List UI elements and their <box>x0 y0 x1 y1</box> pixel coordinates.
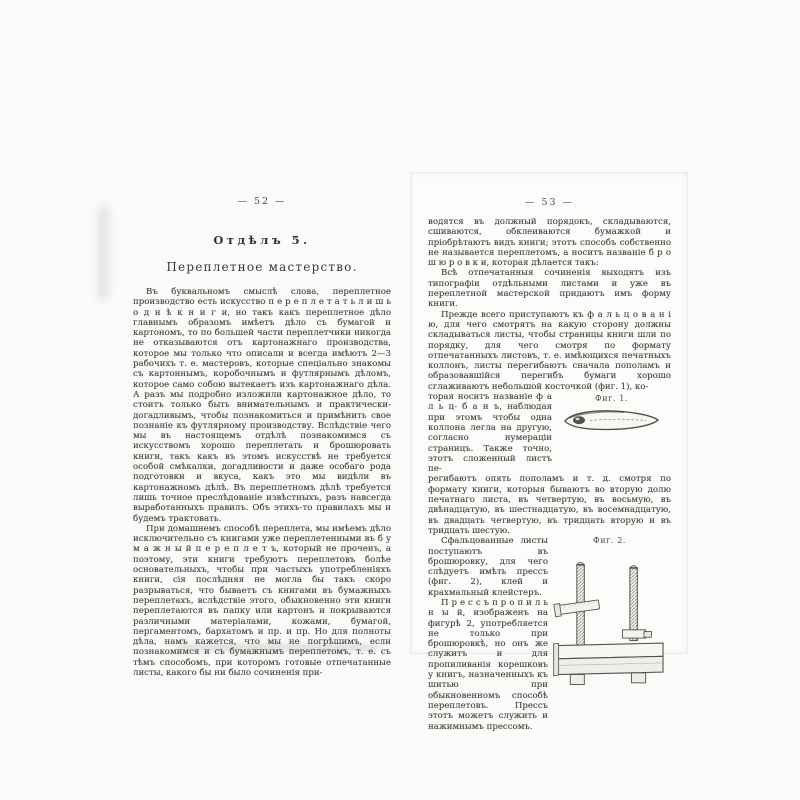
figure2-caption: Фиг. 2. <box>592 536 627 546</box>
paragraph-home-binding: При домашнемъ способѣ переплета, мы имѣемъ дѣло исключительно съ книгами уже переплетенными въ б у м а ж н ы й п е р е п л е т ъ, который не проченъ, а поэтому, эти книги требуютъ переплетовъ болѣе основательныхъ, чтобы при частыхъ употребленіяхъ книги, сія послѣдняя не могла бы такъ скоро разрываться, что бываетъ съ книгами въ бумажныхъ переплетахъ, вслѣдствіе этого, обыкновенно эти книги переплетаются въ папку или картонъ и покрываются различными матеріалами, кожами, бумагой, пергаментомъ, бархатомъ и пр. и пр. Но для полноты дѣла, намъ кажется, что мы не погрѣшимъ, если познакомимся и съ бумажнымъ переплетомъ, т. е. съ тѣмъ способомъ, при которомъ готовые отпечатанные листы, какого бы ни было сочиненія при- <box>133 523 391 678</box>
paragraph-pressing: Сфальцованные листы поступаютъ въ брошюровку, для чего слѣдуетъ имѣть прессъ (фиг. 2), клей и крахмальный клейстеръ. <box>428 536 548 598</box>
figure1 <box>552 392 671 437</box>
paragraph-typography: Всѣ отпечатанныя сочиненія выходятъ изъ типографіи отдѣльными листами и уже въ переплетной мастерской придаютъ имъ форму книги. <box>428 268 671 310</box>
paragraph-press-description: П р е с с ъ п р о п и л ь н ы й, изображенъ на фигурѣ 2, употребляется не только при брошюровкѣ, но онъ же служитъ и для пропиливанія корешковъ у книгъ, назначенныхъ къ шитью при обыкновенномъ способѣ переплетовъ. Прессъ этотъ можетъ служить и нажимнымъ прессомъ. <box>428 597 548 732</box>
chapter-heading: Переплетное мастерство. <box>166 260 358 274</box>
figure1-row <box>428 392 671 474</box>
page-52 <box>133 196 391 678</box>
section-heading: Отдѣлъ 5. <box>213 233 311 247</box>
figure2-text-column <box>428 536 548 732</box>
scan-artifact-left-edge <box>100 205 107 300</box>
page-number-right: — 53 — <box>524 197 575 208</box>
paragraph-folding-after-figure1: регибаютъ опять пополамъ и т. д. смотря по формату книги, которыя бываютъ во вторую долю печатнаго листа, въ четвертую, въ восьмую, въ двѣнадцатую, въ шестнадцатую, въ восемнадцатую, въ двадцать четвертую, въ тридцать вторую и въ тридцать шестую. <box>428 474 671 536</box>
figure2 <box>548 536 671 703</box>
figure1-caption: Фиг. 1. <box>594 394 629 404</box>
page-53 <box>410 172 688 732</box>
sewing-press-figure <box>548 536 671 703</box>
bone-folder-illustration <box>562 407 662 433</box>
press-illustration <box>552 549 668 699</box>
paragraph-folding-beside-figure1: торая носитъ названіе ф а л ь ц- б а н ъ, наблюдая при этомъ чтобы одна коллона легла на другую, согласно нумераціи страницъ. Также точно, этотъ сложенный листъ пе- <box>428 392 552 475</box>
bone-folder-figure <box>552 394 671 437</box>
paragraph-folding: Прежде всего приступаютъ къ ф а л ь ц о в а н і ю, для чего смотрятъ на какую сторону должны складываться листы, чтобы страницы книги шли по порядку, для чего смотря по формату отпечатанныхъ листовъ, т. е. имѣющихся печатныхъ коллонъ, листы перегибаютъ сначала пополамъ и образовавшійся перегибъ бумаги хорошо сглаживаютъ небольшой косточкой (фиг. 1), ко- <box>428 309 671 392</box>
page-number-left: — 52 — <box>237 196 287 207</box>
paragraph-intro: Въ буквальномъ смыслѣ слова, переплетное производство есть искусство п е р е п л е т а т ь л и ш ь о д н ѣ к н и г и, но такъ какъ переплетное дѣло главнымъ образомъ имѣетъ дѣло съ бумагой и картономъ, то по большей части переплетчики никогда не отказываются отъ картонажнаго производства, которое мы только что описали и всегда имѣютъ 2—3 рабочихъ т. е. мастеровъ, которые спеціально знакомы съ картоннымъ, коробочнымъ и футлярнымъ дѣломъ, которое само собою вытекаетъ изъ картонажнаго дѣла. А разъ мы подробно изложили картонажное дѣло, то стоитъ только быть внимательнымъ и практически-догадливымъ, чтобы познакомиться и примѣнить свое познаніе къ футлярному производству. Вслѣдствіе чего мы въ настоящемъ отдѣлѣ познакомимся съ искусствомъ хорошо переплетать и брошюровать книги, такъ какъ въ этомъ искусствѣ не требуется особой смѣкалки, догадливости и даже особаго рода подготовки и вкуса, какъ это мы видѣли въ картонажномъ дѣлѣ. Въ переплетномъ дѣлѣ требуется лишь точное преслѣдованіе извѣстныхъ, разъ навсегда выработанныхъ правилъ. Объ этихъ-то правилахъ мы и будемъ трактовать. <box>133 287 391 524</box>
paragraph-continuation: водятся въ должный порядокъ, складываются, сшиваются, обклеиваются бумажкой и пріобрѣтаютъ видъ книги; этотъ способъ собственно не называется переплетомъ, а носитъ названіе б р о ш ю р о в к и, которая дѣлается такъ: <box>428 217 671 269</box>
figure2-row <box>428 536 671 732</box>
